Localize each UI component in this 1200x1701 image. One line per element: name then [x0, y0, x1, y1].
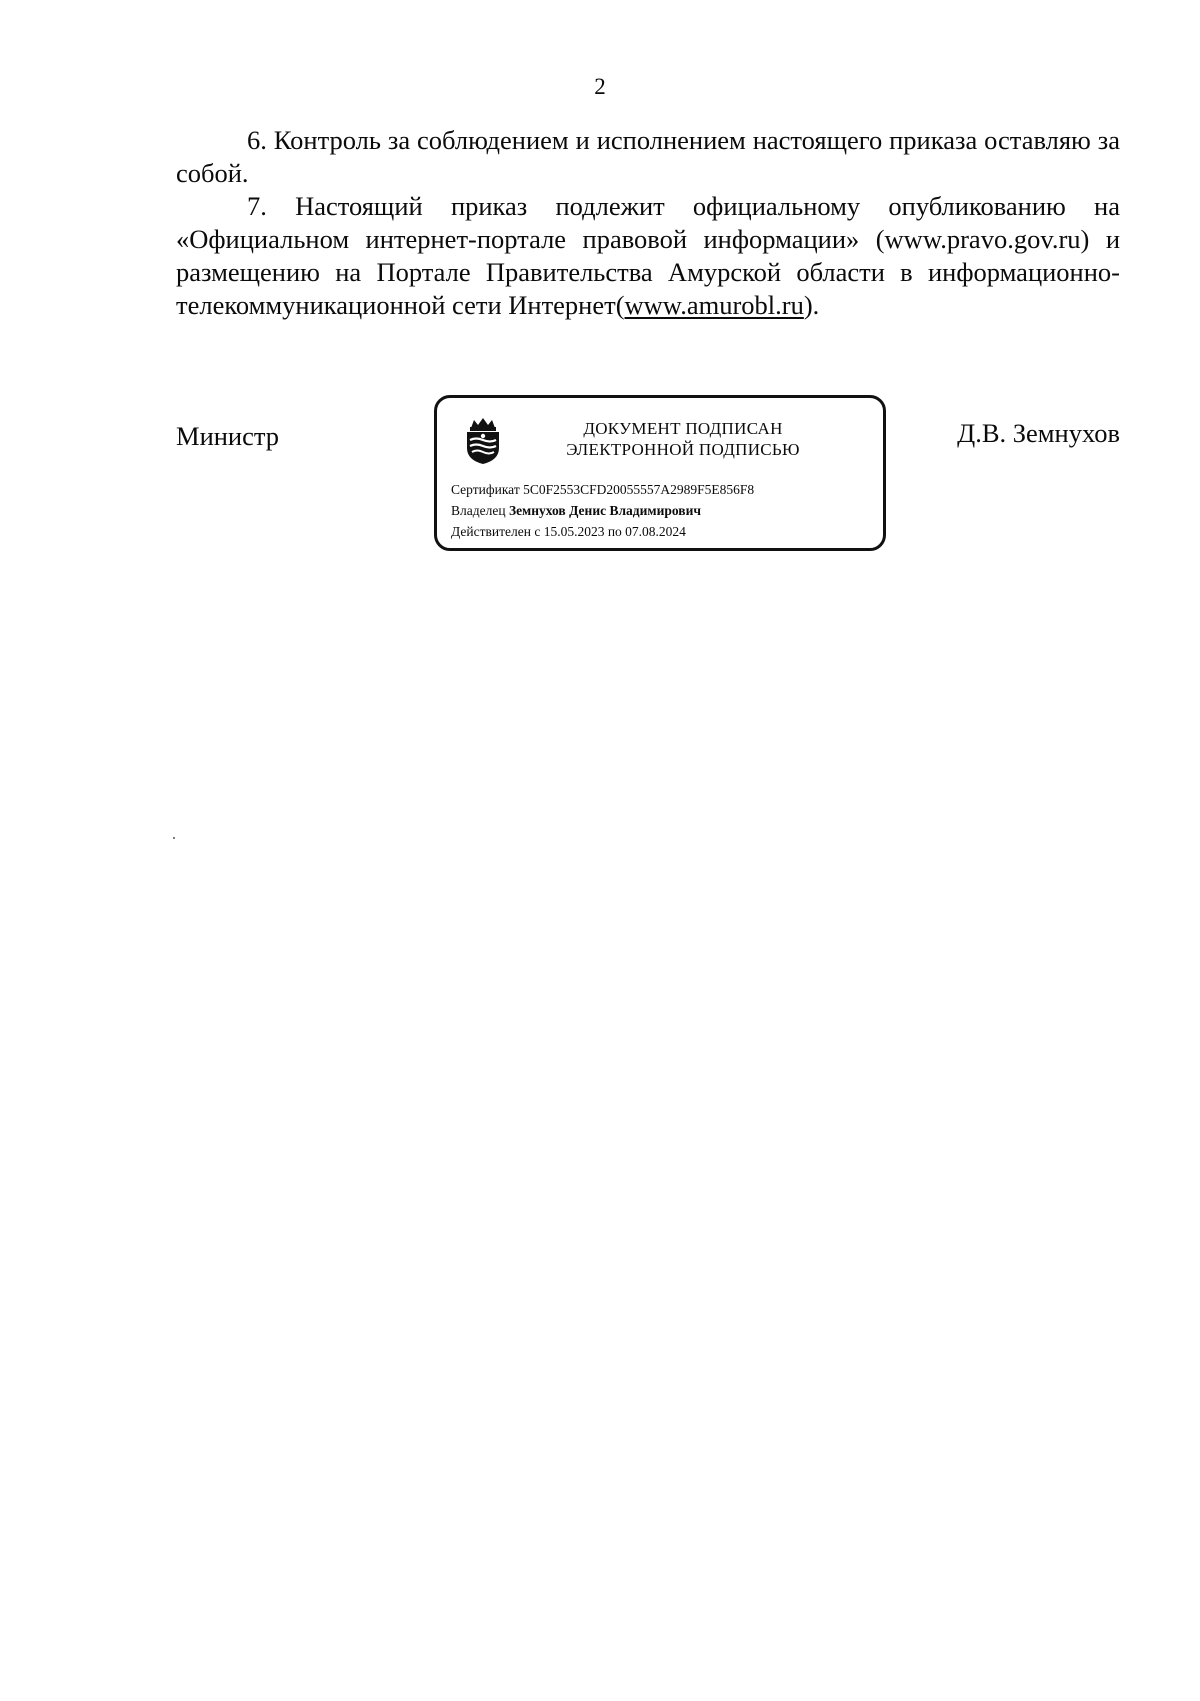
- owner-label: Владелец: [451, 503, 506, 518]
- valid-from: 15.05.2023: [543, 524, 605, 539]
- signatory-name: Д.В. Земнухов: [957, 418, 1120, 448]
- valid-from-prefix: с: [534, 524, 541, 539]
- document-body: [176, 124, 1120, 322]
- amur-coat-of-arms-icon: [463, 416, 503, 466]
- valid-label: Действителен: [451, 524, 531, 539]
- stamp-details: [451, 479, 754, 542]
- stamp-header: [533, 418, 833, 460]
- owner-value: Земнухов Денис Владимирович: [508, 503, 701, 518]
- valid-to: 07.08.2024: [625, 524, 686, 539]
- certificate-value: 5C0F2553CFD20055557A2989F5E856F8: [523, 482, 755, 497]
- stamp-header-line1: ДОКУМЕНТ ПОДПИСАН: [583, 419, 783, 438]
- paragraph-6: 6. Контроль за соблюдением и исполнением настоящего приказа оставляю за собой.: [176, 125, 1120, 188]
- signature-block: [176, 395, 1120, 565]
- amurobl-link[interactable]: www.amurobl.ru: [624, 290, 804, 320]
- page-number: 2: [594, 74, 606, 99]
- paragraph-7: [176, 190, 1120, 322]
- electronic-signature-stamp: [434, 395, 886, 551]
- paragraph-7-text: 7. Настоящий приказ подлежит официальному опубликованию на «Официальном интернет-портале правовой информации» (www.pravo.gov.ru) и размещению на Портале Правительства Амурской области в информационно-телекоммуникационной сети Интернет(: [176, 191, 1120, 320]
- paragraph-7-tail: ).: [803, 290, 820, 320]
- scan-artifact: [173, 837, 175, 839]
- valid-to-prefix: по: [607, 524, 622, 539]
- certificate-label: Сертификат: [451, 482, 520, 497]
- stamp-header-line2: ЭЛЕКТРОННОЙ ПОДПИСЬЮ: [566, 440, 800, 459]
- owner-row: [451, 500, 754, 521]
- validity-row: [451, 521, 754, 542]
- certificate-row: [451, 479, 754, 500]
- signatory-position: Министр: [176, 421, 280, 451]
